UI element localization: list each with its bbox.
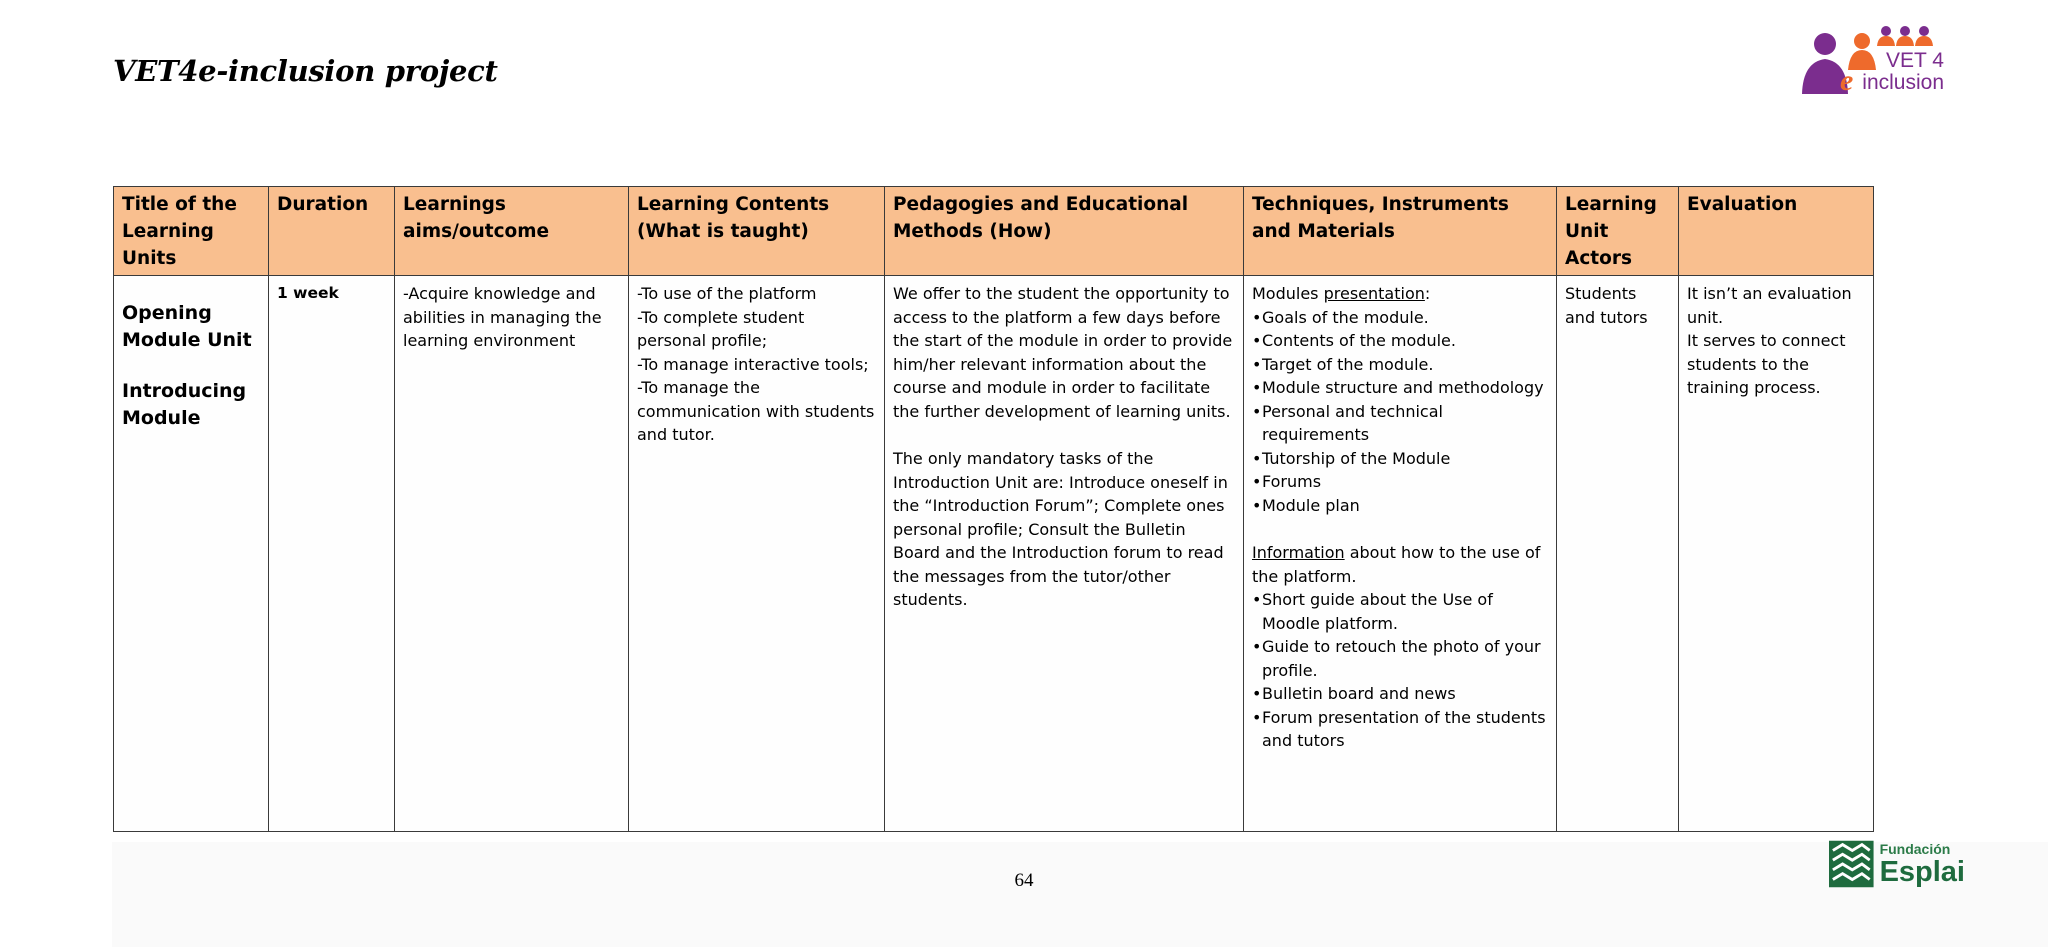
column-header-title: Title of the Learning Units <box>114 187 269 276</box>
cell-aims: -Acquire knowledge and abilities in managing the learning environment <box>395 276 629 832</box>
column-header-techniques: Techniques, Instruments and Materials <box>1244 187 1557 276</box>
unit-title-introducing: Introducing Module <box>122 380 247 429</box>
information-word: Information <box>1252 543 1345 562</box>
evaluation-line: It isn’t an evaluation unit. <box>1687 284 1852 327</box>
fundacion-esplai-logo <box>1829 838 1965 890</box>
list-item: • Target of the module. <box>1252 353 1548 377</box>
cell-unit-title <box>114 276 269 832</box>
list-item: • Forum presentation of the students and tutors <box>1252 706 1548 753</box>
evaluation-line: It serves to connect students to the training process. <box>1687 331 1846 397</box>
presentation-prefix: Modules <box>1252 284 1324 303</box>
column-header-contents: Learning Contents (What is taught) <box>629 187 885 276</box>
presentation-word: presentation <box>1323 284 1425 303</box>
column-header-duration: Duration <box>269 187 395 276</box>
cell-evaluation <box>1679 276 1874 832</box>
list-item: • Module structure and methodology <box>1252 376 1548 400</box>
list-item: • Personal and technical requirements <box>1252 400 1548 447</box>
list-item: • Short guide about the Use of Moodle platform. <box>1252 588 1548 635</box>
cell-pedagogies <box>885 276 1244 832</box>
esplai-logo-text <box>1880 842 1965 887</box>
learning-units-table <box>113 186 1874 832</box>
cell-contents <box>629 276 885 832</box>
information-heading <box>1252 541 1548 588</box>
cell-duration: 1 week <box>269 276 395 832</box>
vet4-einclusion-logo <box>1800 22 1945 96</box>
esplai-name-text: Esplai <box>1879 855 1965 888</box>
page-number: 64 <box>1014 870 1034 891</box>
page-background-shade <box>112 842 2048 947</box>
table-row <box>114 276 1874 832</box>
list-item: • Guide to retouch the photo of your profile. <box>1252 635 1548 682</box>
information-list <box>1252 588 1548 753</box>
list-item: • Module plan <box>1252 494 1548 518</box>
presentation-heading <box>1252 282 1548 306</box>
information-suffix: about how to the use of the platform. <box>1252 543 1541 586</box>
document-title: VET4e-inclusion project <box>113 54 498 88</box>
content-item: -To use of the platform <box>637 284 817 303</box>
pedagogies-paragraph: The only mandatory tasks of the Introduction Unit are: Introduce oneself in the “Introduction Forum”; Complete ones personal profile; Consult the Bulletin Board and the Introduction forum to read the messages from the tutor/other students. <box>893 449 1228 609</box>
logo-letter-e: e <box>1840 64 1854 96</box>
logo-vet4-text: VET 4 <box>1886 49 1944 72</box>
table-header-row <box>114 187 1874 276</box>
logo-inclusion-text: inclusion <box>1862 71 1944 94</box>
list-item: • Contents of the module. <box>1252 329 1548 353</box>
cell-actors: Students and tutors <box>1557 276 1679 832</box>
fundacion-esplai-logo-icon <box>1829 840 1874 888</box>
content-item: -To manage the communication with students and tutor. <box>637 378 875 444</box>
esplai-fundacion-text: Fundación <box>1879 840 1951 857</box>
unit-title-opening: Opening Module Unit <box>122 302 252 351</box>
list-item: • Bulletin board and news <box>1252 682 1548 706</box>
presentation-suffix: : <box>1424 284 1431 303</box>
column-header-pedagogies: Pedagogies and Educational Methods (How) <box>885 187 1244 276</box>
column-header-evaluation: Evaluation <box>1679 187 1874 276</box>
presentation-list <box>1252 306 1548 518</box>
column-header-actors: Learning Unit Actors <box>1557 187 1679 276</box>
pedagogies-paragraph: We offer to the student the opportunity to access to the platform a few days before the start of the module in order to provide him/her relevant information about the course and module in order to facilitate the further development of learning units. <box>893 284 1233 421</box>
column-header-aims: Learnings aims/outcome <box>395 187 629 276</box>
vet4-einclusion-logo-icon <box>1800 22 1945 96</box>
content-item: -To complete student personal profile; <box>637 307 805 350</box>
cell-techniques <box>1244 276 1557 832</box>
list-item: • Tutorship of the Module <box>1252 447 1548 471</box>
list-item: • Goals of the module. <box>1252 306 1548 330</box>
content-item: -To manage interactive tools; <box>637 354 869 374</box>
list-item: • Forums <box>1252 470 1548 494</box>
